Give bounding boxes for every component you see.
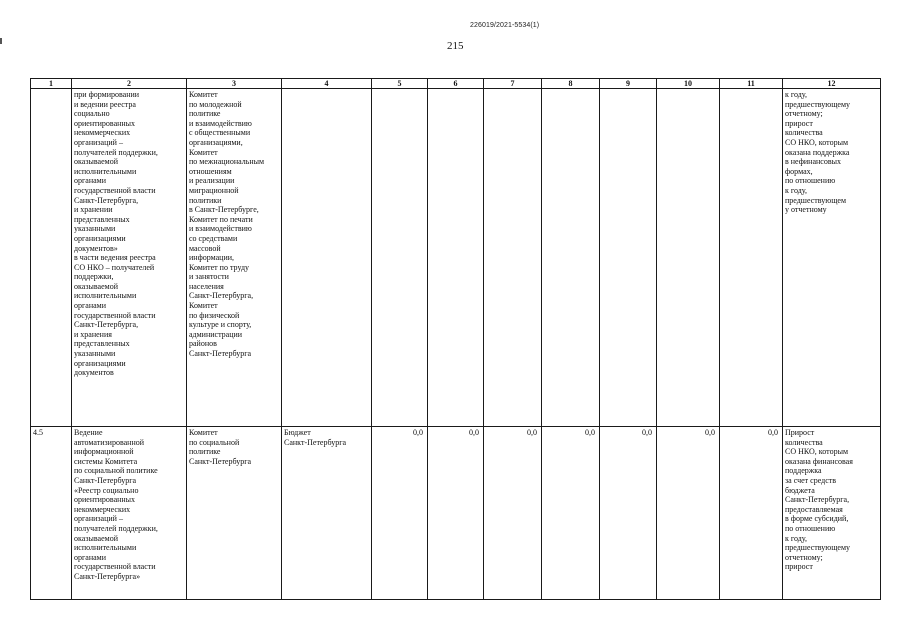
funding-source: Бюджет Санкт-Петербурга: [282, 427, 372, 600]
column-header-5: 5: [372, 79, 428, 89]
program-table: [30, 78, 881, 600]
table-header-row: [31, 79, 881, 89]
value-col-6: 0,0: [428, 427, 484, 600]
table-row: [31, 89, 881, 427]
value-col-5: [372, 89, 428, 427]
responsible-executor: Комитет по молодежной политике и взаимодействию с общественными организациями, Комитет по межнациональным отношениям и реализации миграционной политики в Санкт-Петербурге, Комитет по печати и взаимодействию со средствами массовой информации, Комитет по труду и занятости населения Санкт-Петербурга, Комитет по физической культуре и спорту, администрации районов Санкт-Петербурга: [187, 89, 282, 427]
measure-name: при формировании и ведении реестра социально ориентированных некоммерческих организаций – получателей поддержки, оказываемой исполнительными органами государственной власти Санкт-Петербурга, и хранении представленных указанными организациями документов» в части ведения реестра СО НКО – получателей поддержки, оказываемой исполнительными органами государственной власти Санкт-Петербурга, и хранения представленных указанными организациями документов: [72, 89, 187, 427]
column-header-7: 7: [484, 79, 542, 89]
value-col-7: 0,0: [484, 427, 542, 600]
indicator-text: к году, предшествующему отчетному; прирост количества СО НКО, которым оказана поддержка в нефинансовых формах, по отношению к году, предшествующем у отчетному: [783, 89, 881, 427]
row-number: 4.5: [31, 427, 72, 600]
value-col-8: 0,0: [542, 427, 600, 600]
funding-source: [282, 89, 372, 427]
column-header-6: 6: [428, 79, 484, 89]
responsible-executor: Комитет по социальной политике Санкт-Петербурга: [187, 427, 282, 600]
column-header-9: 9: [600, 79, 657, 89]
value-col-9: [600, 89, 657, 427]
value-col-5: 0,0: [372, 427, 428, 600]
column-header-12: 12: [783, 79, 881, 89]
document-registration-number: 226019/2021-5534(1): [470, 22, 540, 29]
value-col-11: 0,0: [720, 427, 783, 600]
indicator-text: Прирост количества СО НКО, которым оказана финансовая поддержка за счет средств бюджета Санкт-Петербурга, предоставляемая в форме субсидий, по отношению к году, предшествующему отчетному; прирост: [783, 427, 881, 600]
value-col-10: 0,0: [657, 427, 720, 600]
column-header-10: 10: [657, 79, 720, 89]
value-col-6: [428, 89, 484, 427]
column-header-11: 11: [720, 79, 783, 89]
page-edge-mark: [0, 38, 2, 44]
value-col-9: 0,0: [600, 427, 657, 600]
column-header-1: 1: [31, 79, 72, 89]
column-header-3: 3: [187, 79, 282, 89]
row-number: [31, 89, 72, 427]
column-header-2: 2: [72, 79, 187, 89]
table-row: [31, 427, 881, 600]
column-header-8: 8: [542, 79, 600, 89]
value-col-8: [542, 89, 600, 427]
column-header-4: 4: [282, 79, 372, 89]
value-col-11: [720, 89, 783, 427]
value-col-7: [484, 89, 542, 427]
value-col-10: [657, 89, 720, 427]
measure-name: Ведение автоматизированной информационной системы Комитета по социальной политике Санкт-Петербурга «Реестр социально ориентированных некоммерческих организаций – получателей поддержки, оказываемой исполнительными органами государственной власти Санкт-Петербурга»: [72, 427, 187, 600]
page-number: 215: [447, 40, 464, 52]
